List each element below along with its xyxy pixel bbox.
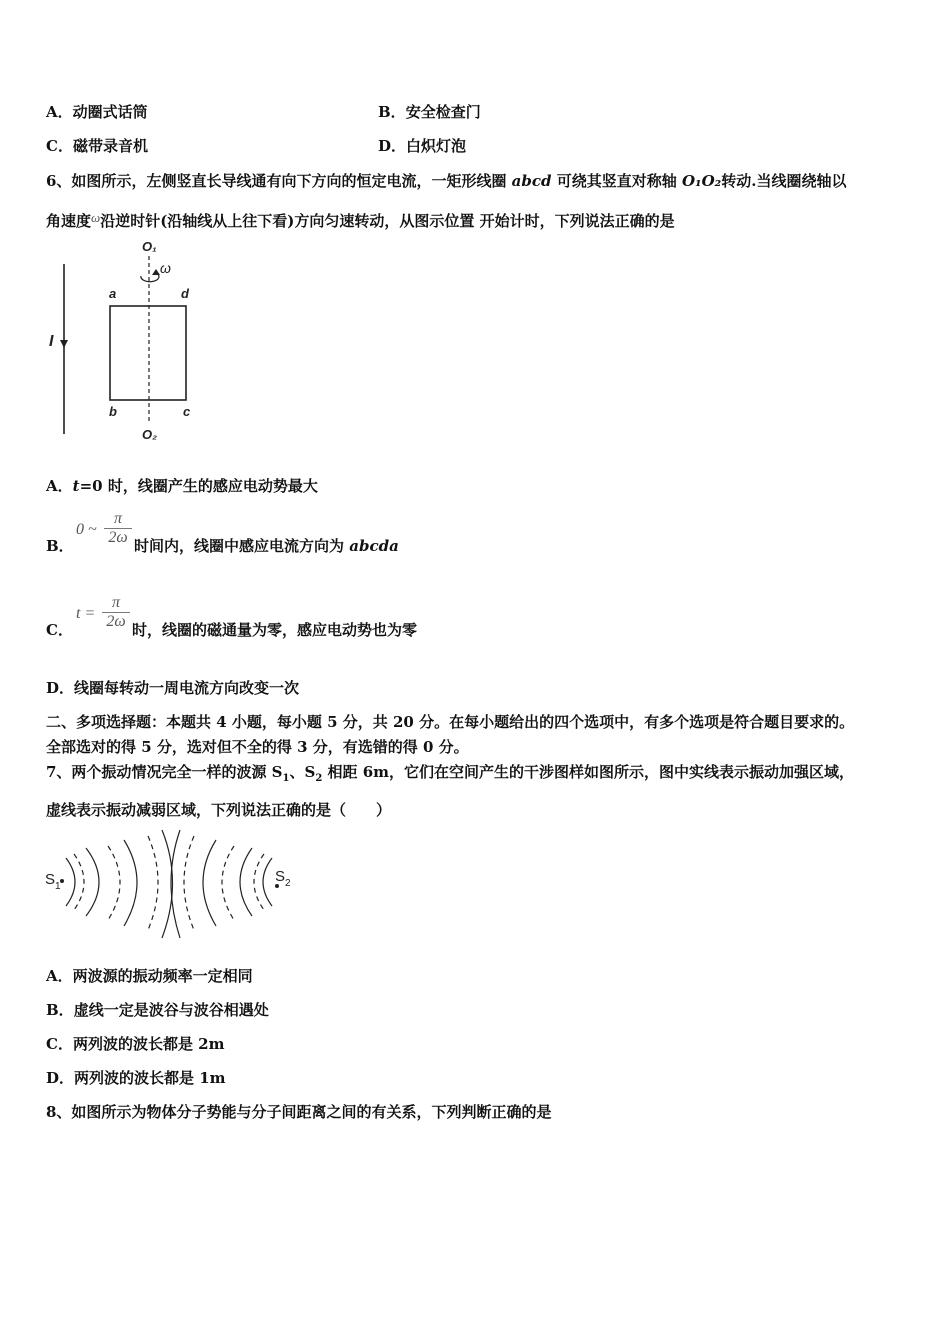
q7-option-c	[46, 1034, 225, 1054]
section2-line1: 二、多项选择题：本题共 4 小题，每小题 5 分，共 20 分。在每小题给出的四个选项中，有多个选项是符合题目要求的。	[46, 713, 855, 731]
coil-rect	[110, 306, 186, 400]
option-label: A．	[46, 477, 73, 495]
antinodal-line	[240, 848, 252, 916]
q7-stem-line2: 虚线表示振动减弱区域，下列说法正确的是（ ）	[46, 801, 392, 819]
q7-interference-figure	[40, 826, 300, 944]
vertex-d-label: d	[181, 286, 189, 301]
q6-option-c-text	[132, 620, 417, 640]
fraction-denominator: 2ω	[106, 613, 126, 630]
antinodal-line	[66, 858, 75, 906]
q6-option-a	[46, 476, 318, 496]
q6-text: 可绕其竖直对称轴	[551, 172, 682, 190]
option-text: 白炽灯泡	[406, 137, 467, 155]
q6-option-c-fraction	[102, 595, 130, 630]
q7-option-d	[46, 1068, 226, 1088]
o2-label: O₂	[142, 427, 158, 442]
current-arrow	[60, 340, 68, 348]
q7-text: 相距 6m，它们在空间产生的干涉图样如图所示，图中实线表示振动加强区域，	[322, 763, 855, 781]
vertex-b-label: b	[109, 404, 117, 419]
option-label: D．	[46, 1069, 75, 1087]
q6-coil-figure	[40, 236, 220, 446]
equation: =0	[79, 477, 103, 495]
option-label: A．	[46, 103, 73, 121]
var-t: t	[72, 477, 80, 495]
q5-option-a	[46, 102, 148, 122]
option-text: 时间内，线圈中感应电流方向为	[134, 537, 350, 555]
nodal-line	[222, 846, 234, 920]
subscript: 2	[315, 773, 323, 784]
option-text: 虚线一定是波谷与波谷相遇处	[73, 1001, 269, 1019]
q6-text: 6、如图所示，左侧竖直长导线通有向下方向的恒定电流，一矩形线圈	[46, 172, 512, 190]
rotation-arrowhead-icon	[152, 269, 160, 275]
option-label: D．	[46, 679, 75, 697]
option-label: D．	[378, 137, 407, 155]
q5-option-d	[378, 136, 466, 156]
antinodal-line	[86, 848, 99, 916]
nodal-line	[108, 846, 120, 920]
option-text: 线圈每转动一周电流方向改变一次	[74, 679, 300, 697]
option-text: 两列波的波长都是 1m	[74, 1069, 226, 1087]
omega-symbol: ω	[91, 210, 101, 225]
option-label: C．	[46, 1035, 73, 1053]
fraction-denominator: 2ω	[108, 529, 128, 546]
option-label: C．	[46, 137, 73, 155]
q6-option-b-text	[134, 536, 399, 556]
current-direction: abcda	[349, 537, 399, 555]
source-s1-label: $S_1$	[45, 871, 61, 892]
vertex-a-label: a	[109, 286, 117, 301]
q6-coil-name: abcd	[511, 172, 552, 190]
omega-label: ω	[160, 260, 171, 276]
q6-option-b-range: 0 ~	[76, 521, 97, 538]
option-label: B．	[378, 103, 406, 121]
subscript: 1	[282, 773, 290, 784]
option-text: 动圈式话筒	[72, 103, 148, 121]
vertex-c-label: c	[183, 404, 191, 419]
o1-label: O₁	[142, 239, 157, 254]
q6-text: 沿逆时针(沿轴线从上往下看)方向匀速转动，从图示位置 开始计时，下列说法正确的是	[100, 212, 675, 230]
current-label: I	[49, 333, 54, 350]
q5-option-b	[378, 102, 481, 122]
option-label: A．	[46, 967, 73, 985]
option-text: 时，线圈的磁通量为零，感应电动势也为零	[132, 621, 418, 639]
q7-stem-line1	[46, 762, 854, 789]
source-s2-label: $S_2$	[275, 868, 291, 889]
q6-option-b-label: B．	[46, 537, 74, 555]
option-text: 两波源的振动频率一定相同	[72, 967, 253, 985]
antinodal-line	[263, 858, 272, 906]
q6-option-d	[46, 678, 299, 698]
option-text: 磁带录音机	[72, 137, 148, 155]
q6-axis-name: O₁O₂	[681, 172, 722, 190]
antinodal-line	[203, 840, 216, 926]
option-text: 时，线圈产生的感应电动势最大	[102, 477, 318, 495]
q7-text: 7、两个振动情况完全一样的波源 S	[46, 763, 283, 781]
q7-option-a	[46, 966, 253, 986]
q5-option-c	[46, 136, 148, 156]
q6-option-c-eq: t =	[76, 605, 96, 622]
q7-text: 、S	[289, 763, 316, 781]
nodal-line	[148, 836, 158, 930]
q6-stem-line1	[46, 171, 846, 191]
option-text: 安全检查门	[405, 103, 481, 121]
section2-line2: 全部选对的得 5 分，选对但不全的得 3 分，有选错的得 0 分。	[46, 738, 469, 756]
q6-stem-line2	[46, 208, 675, 231]
option-label: B．	[46, 1001, 74, 1019]
q8-stem-line1: 8、如图所示为物体分子势能与分子间距离之间的有关系，下列判断正确的是	[46, 1103, 552, 1121]
q6-text: 角速度	[46, 212, 92, 230]
antinodal-line	[124, 840, 137, 926]
fraction-numerator: π	[113, 510, 122, 527]
q6-option-b-fraction	[104, 511, 132, 546]
q6-text: 转动.当线圈绕轴以	[721, 172, 847, 190]
fraction-numerator: π	[111, 594, 120, 611]
option-text: 两列波的波长都是 2m	[72, 1035, 225, 1053]
q7-option-b	[46, 1000, 269, 1020]
source-s1-dot	[60, 879, 64, 883]
nodal-line	[184, 836, 194, 930]
q6-option-c-label: C．	[46, 621, 73, 639]
